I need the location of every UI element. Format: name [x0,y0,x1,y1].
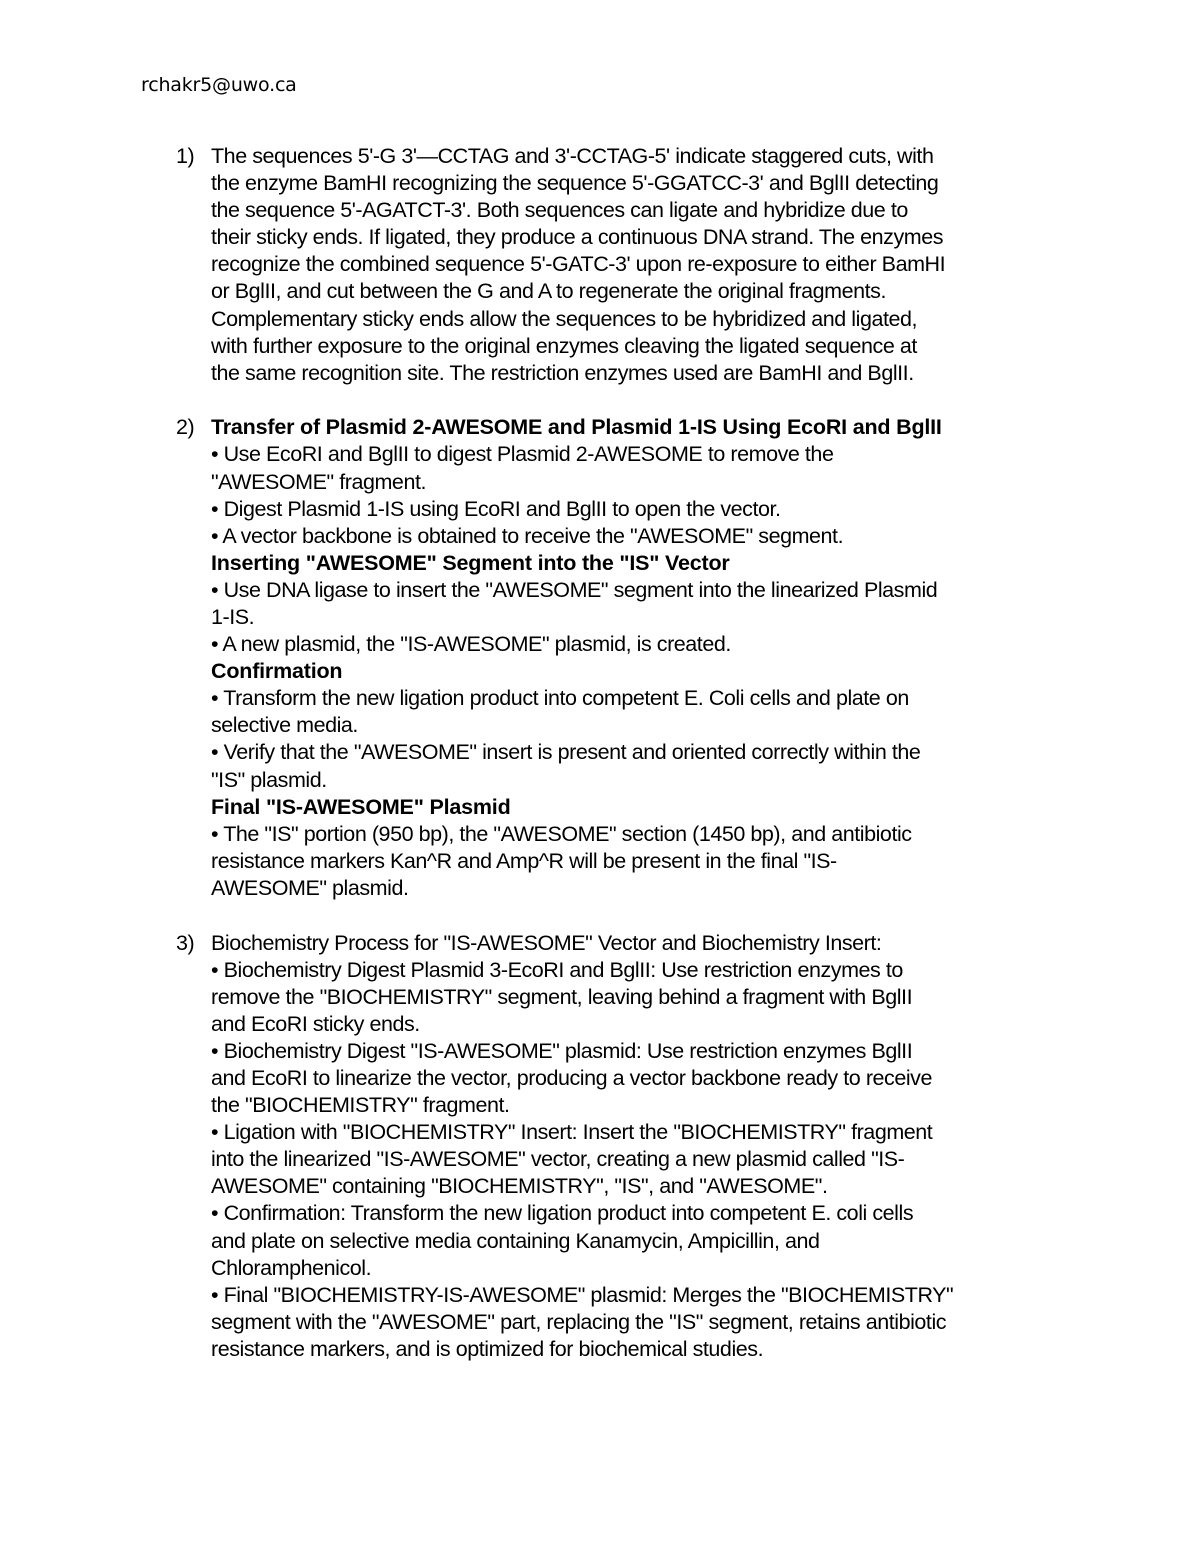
bullet-line: • A vector backbone is obtained to receive the "AWESOME" segment. [211,523,844,548]
bullet-line: AWESOME" plasmid. [211,875,409,900]
bullet-line: resistance markers Kan^R and Amp^R will be present in the final "IS- [211,848,837,873]
bullet-line: and EcoRI to linearize the vector, producing a vector backbone ready to receive [211,1066,932,1090]
paragraph-line: Complementary sticky ends allow the sequences to be hybridized and ligated, [211,306,918,331]
question-number: 3) [176,930,195,955]
bullet-line: 1-IS. [211,605,255,629]
paragraph-line: or BglII, and cut between the G and A to regenerate the original fragments. [211,279,887,304]
bullet-line: • Final "BIOCHEMISTRY-IS-AWESOME" plasmid: Merges the "BIOCHEMISTRY" [211,1282,954,1307]
bullet-line: selective media. [211,713,358,738]
section-heading: Transfer of Plasmid 2-AWESOME and Plasmid 1-IS Using EcoRI and BglII [211,415,942,440]
bullet-line: • Biochemistry Digest Plasmid 3-EcoRI and BglII: Use restriction enzymes to [211,957,903,982]
bullet-line: • Transform the new ligation product into competent E. Coli cells and plate on [211,686,909,711]
paragraph-line: the sequence 5'-AGATCT-3'. Both sequences can ligate and hybridize due to [211,198,908,223]
paragraph-line: the enzyme BamHI recognizing the sequence 5'-GGATCC-3' and BglII detecting [211,171,939,196]
bullet-line: AWESOME" containing "BIOCHEMISTRY", "IS", and "AWESOME". [211,1174,828,1199]
bullet-line: • Use EcoRI and BglII to digest Plasmid 2-AWESOME to remove the [211,442,834,467]
question-number: 2) [176,415,195,440]
bullet-line: • A new plasmid, the "IS-AWESOME" plasmid, is created. [211,632,731,657]
bullet-line: "AWESOME" fragment. [211,469,426,494]
question-list [0,143,1200,1363]
paragraph-line: the same recognition site. The restriction enzymes used are BamHI and BglII. [211,360,914,385]
paragraph-line: recognize the combined sequence 5'-GATC-3' upon re-exposure to either BamHI [211,252,946,277]
bullet-line: segment with the "AWESOME" part, replacing the "IS" segment, retains antibiotic [211,1309,947,1334]
bullet-line: remove the "BIOCHEMISTRY" segment, leaving behind a fragment with BglII [211,984,913,1009]
bullet-line: • Digest Plasmid 1-IS using EcoRI and BglII to open the vector. [211,496,781,521]
header-email: rchakr5@uwo.ca [141,74,297,96]
bullet-line: • Verify that the "AWESOME" insert is present and oriented correctly within the [211,740,921,765]
question-1 [0,143,1066,387]
section-heading: Confirmation [211,659,343,684]
bullet-line: • Use DNA ligase to insert the "AWESOME" segment into the linearized Plasmid [211,577,938,602]
paragraph-line: The sequences 5'-G 3'—CCTAG and 3'-CCTAG-5' indicate staggered cuts, with [211,144,934,168]
bullet-line: • Confirmation: Transform the new ligation product into competent E. coli cells [211,1201,914,1226]
paragraph-line: their sticky ends. If ligated, they produce a continuous DNA strand. The enzymes [211,225,944,250]
bullet-line: and plate on selective media containing Kanamycin, Ampicillin, and [211,1228,820,1253]
bullet-line: into the linearized "IS-AWESOME" vector, creating a new plasmid called "IS- [211,1147,905,1172]
bullet-line: and EcoRI sticky ends. [211,1011,420,1036]
bullet-line: • Ligation with "BIOCHEMISTRY" Insert: Insert the "BIOCHEMISTRY" fragment [211,1120,933,1145]
bullet-line: Chloramphenicol. [211,1255,372,1280]
bullet-line: "IS" plasmid. [211,767,327,792]
bullet-line: • The "IS" portion (950 bp), the "AWESOME" section (1450 bp), and antibiotic [211,821,912,846]
paragraph-line: Biochemistry Process for "IS-AWESOME" Vector and Biochemistry Insert: [211,930,882,955]
bullet-line: the "BIOCHEMISTRY" fragment. [211,1093,510,1118]
question-3 [0,930,1066,1364]
section-heading: Final "IS-AWESOME" Plasmid [211,794,511,819]
bullet-line: resistance markers, and is optimized for biochemical studies. [211,1336,764,1361]
question-number: 1) [176,144,195,168]
bullet-line: • Biochemistry Digest "IS-AWESOME" plasmid: Use restriction enzymes BglII [211,1038,913,1063]
question-2 [0,414,1066,902]
section-heading: Inserting "AWESOME" Segment into the "IS" Vector [211,550,730,575]
paragraph-line: with further exposure to the original enzymes cleaving the ligated sequence at [211,333,917,358]
